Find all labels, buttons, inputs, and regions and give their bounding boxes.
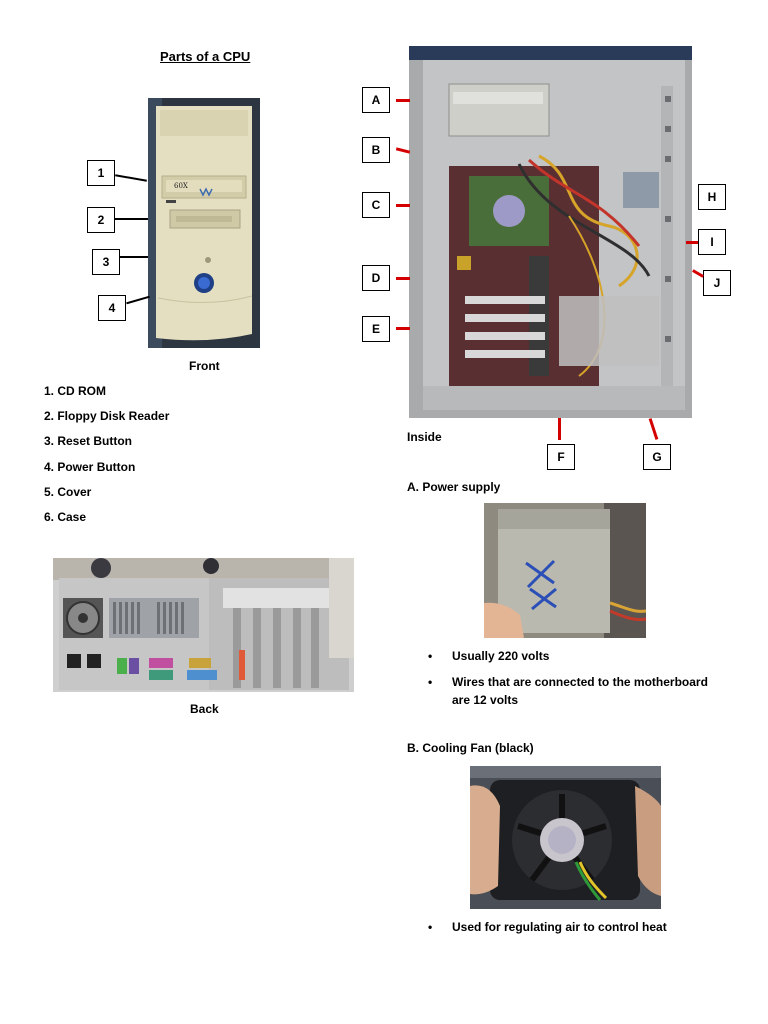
back-photo	[53, 558, 354, 692]
bullet-text-continuation: are 12 volts	[452, 693, 519, 707]
cooling-fan-heading: B. Cooling Fan (black)	[407, 741, 534, 755]
list-item: 4. Power Button	[44, 459, 136, 474]
inside-callout-g: G	[643, 444, 671, 470]
inside-callout-j: J	[703, 270, 731, 296]
bullet-text: Usually 220 volts	[452, 649, 550, 663]
bezel-text: 60X	[174, 182, 188, 190]
bullet-glyph: •	[428, 649, 433, 663]
back-caption: Back	[190, 702, 219, 716]
front-callout-4: 4	[98, 295, 126, 321]
inside-callout-c: C	[362, 192, 390, 218]
inside-callout-e: E	[362, 316, 390, 342]
parts-list	[44, 383, 169, 534]
inside-callout-a: A	[362, 87, 390, 113]
page-title: Parts of a CPU	[160, 49, 251, 64]
power-supply-photo	[484, 503, 646, 638]
list-item: 6. Case	[44, 509, 87, 524]
inside-callout-d: D	[362, 265, 390, 291]
bullet-glyph: •	[428, 675, 433, 689]
inside-callout-h: H	[698, 184, 726, 210]
list-item: 3. Reset Button	[44, 434, 133, 449]
inside-callout-b: B	[362, 137, 390, 163]
front-callout-2: 2	[87, 207, 115, 233]
front-callout-1: 1	[87, 160, 115, 186]
inside-callout-f: F	[547, 444, 575, 470]
front-photo	[148, 98, 260, 348]
front-callout-3: 3	[92, 249, 120, 275]
bullet-glyph: •	[428, 920, 433, 934]
bullet-text: Used for regulating air to control heat	[452, 920, 667, 934]
list-item: 2. Floppy Disk Reader	[44, 409, 170, 424]
list-item: 1. CD ROM	[44, 384, 107, 398]
bullet-text: Wires that are connected to the motherboard	[452, 675, 708, 689]
list-item: 5. Cover	[44, 484, 92, 499]
front-caption: Front	[189, 359, 220, 373]
cooling-fan-photo	[470, 766, 661, 909]
inside-photo	[409, 46, 692, 418]
inside-caption: Inside	[407, 430, 442, 444]
inside-callout-i: I	[698, 229, 726, 255]
power-supply-heading: A. Power supply	[407, 480, 501, 494]
